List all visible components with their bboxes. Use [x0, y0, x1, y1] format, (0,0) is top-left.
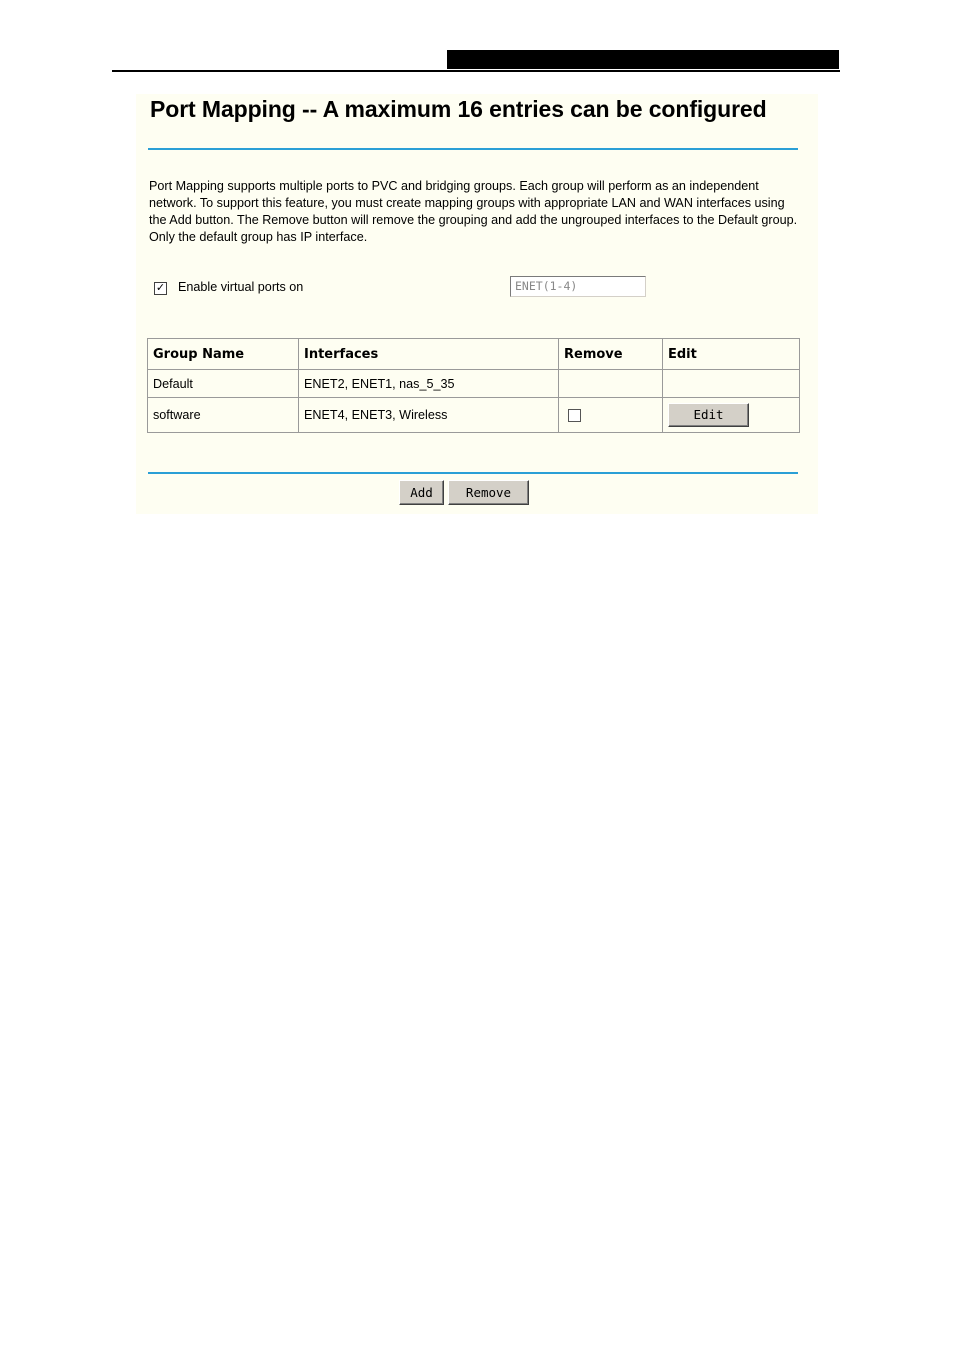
group-name-cell: Default [148, 370, 299, 398]
interfaces-cell: ENET2, ENET1, nas_5_35 [299, 370, 559, 398]
page-description: Port Mapping supports multiple ports to PVC and bridging groups. Each group will perform as an independent network. To support this feature, you must create mapping groups with appropriate LAN and WAN interfaces using the Add button. The Remove button will remove the grouping and add the ungrouped interfaces to the Default group. Only the default group has IP interface. [149, 179, 798, 244]
remove-button[interactable]: Remove [448, 480, 529, 505]
footer-divider [148, 472, 798, 474]
remove-cell [559, 370, 663, 398]
document-header-bar [447, 50, 839, 69]
edit-software-button[interactable]: Edit [668, 403, 749, 427]
port-mapping-panel [136, 94, 818, 514]
table-header-row [148, 339, 800, 370]
remove-cell [559, 398, 663, 433]
remove-software-checkbox[interactable] [568, 409, 581, 422]
header-remove: Remove [559, 339, 663, 370]
page-title: Port Mapping -- A maximum 16 entries can be configured [150, 96, 767, 122]
add-button[interactable]: Add [399, 480, 444, 505]
virtual-ports-field: ENET(1-4) [510, 276, 646, 297]
edit-cell [663, 370, 800, 398]
title-divider [148, 148, 798, 150]
header-edit: Edit [663, 339, 800, 370]
table-row [148, 398, 800, 433]
enable-virtual-ports-checkbox[interactable]: ✓ [155, 282, 166, 294]
interfaces-cell: ENET4, ENET3, Wireless [299, 398, 559, 433]
document-header-rule [112, 70, 840, 72]
group-name-cell: software [148, 398, 299, 433]
header-group-name: Group Name [148, 339, 299, 370]
header-interfaces: Interfaces [299, 339, 559, 370]
enable-virtual-ports-label: Enable virtual ports on [178, 280, 304, 294]
edit-cell [663, 398, 800, 433]
table-row [148, 370, 800, 398]
group-table [147, 338, 800, 433]
